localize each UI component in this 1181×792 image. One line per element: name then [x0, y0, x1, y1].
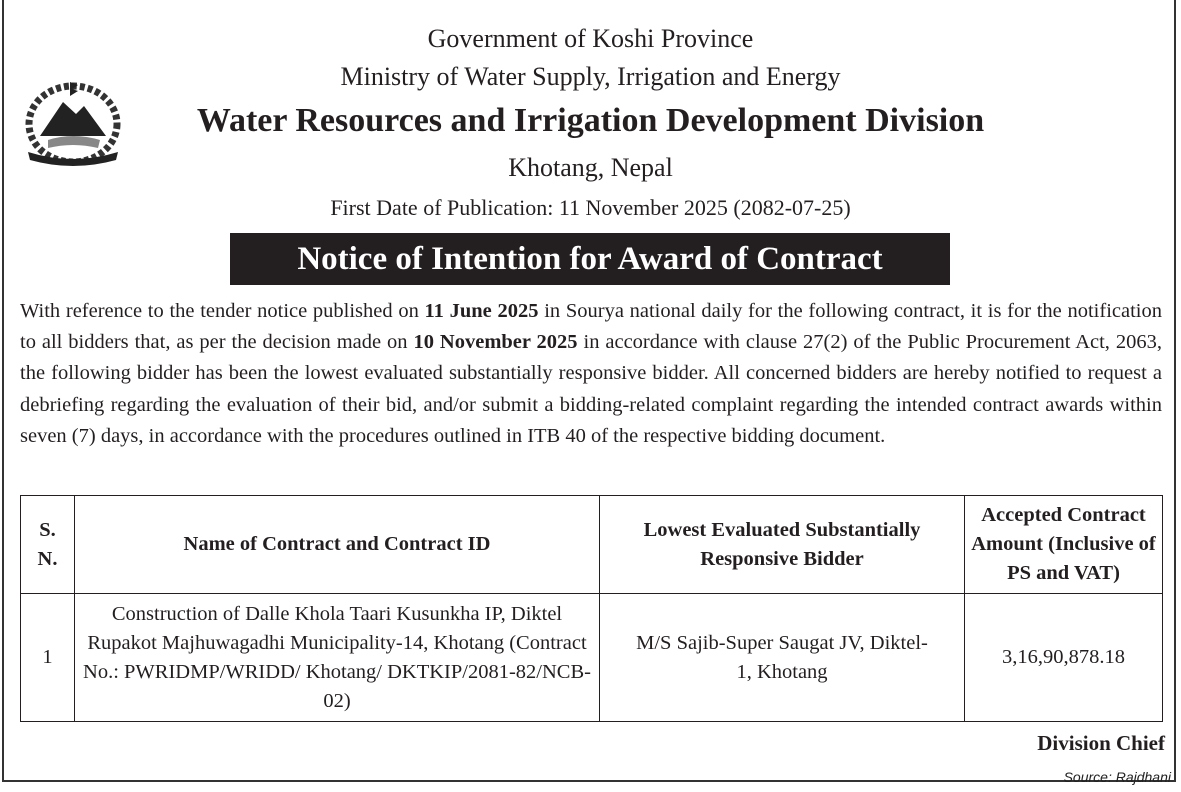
tender-date: 11 June 2025: [424, 300, 539, 322]
decision-date: 10 November 2025: [413, 331, 578, 354]
location-heading: Khotang, Nepal: [508, 153, 673, 182]
source-credit: Source: Rajdhani: [1063, 769, 1171, 785]
notice-title: Notice of Intention for Award of Contract: [230, 233, 950, 285]
ministry-heading: Ministry of Water Supply, Irrigation and Energy: [340, 62, 841, 91]
body-text: in accordance with clause 27(2) of the Public Procurement Act, 2063, the following bidder has been the lowest evaluated substantially responsive bidder. All concerned bidders are hereby notified to request a debriefing regarding the evaluation of their bid, and/or submit a bidding-related complaint regarding the intended contract awards within seven (7) days, in accordance with the procedures outlined in ITB 40 of the respective bidding document.: [20, 331, 1162, 447]
header-bidder: Lowest Evaluated Substantially Responsive Bidder: [600, 496, 965, 594]
signature-title: Division Chief: [1037, 731, 1165, 755]
table-row: [21, 594, 1163, 722]
cell-contract: Construction of Dalle Khola Taari Kusunkha IP, Diktel Rupakot Majhuwagadhi Municipality-14, Khotang (Contract No.: PWRIDMP/WRIDD/ Khotang/ DKTKIP/2081-82/NCB-02): [75, 594, 600, 722]
division-heading: Water Resources and Irrigation Development Division: [196, 102, 985, 139]
body-text: in Sourya national daily for the following contract, it is for the notification to all bidders that, as per the decision made on: [20, 300, 1162, 354]
table-header-row: [21, 496, 1163, 594]
cell-amount: 3,16,90,878.18: [965, 594, 1163, 722]
cell-sn: 1: [21, 594, 75, 722]
body-text: With reference to the tender notice published on: [20, 300, 425, 322]
header-sn: S. N.: [21, 496, 75, 594]
government-heading: Government of Koshi Province: [427, 24, 754, 53]
cell-bidder: M/S Sajib-Super Saugat JV, Diktel-1, Khotang: [600, 594, 965, 722]
header-amount: Accepted Contract Amount (Inclusive of PS and VAT): [965, 496, 1163, 594]
header-contract: Name of Contract and Contract ID: [75, 496, 600, 594]
award-table: [20, 495, 1163, 722]
notice-body: [20, 296, 1162, 452]
publication-date: First Date of Publication: 11 November 2025 (2082-07-25): [330, 195, 851, 220]
